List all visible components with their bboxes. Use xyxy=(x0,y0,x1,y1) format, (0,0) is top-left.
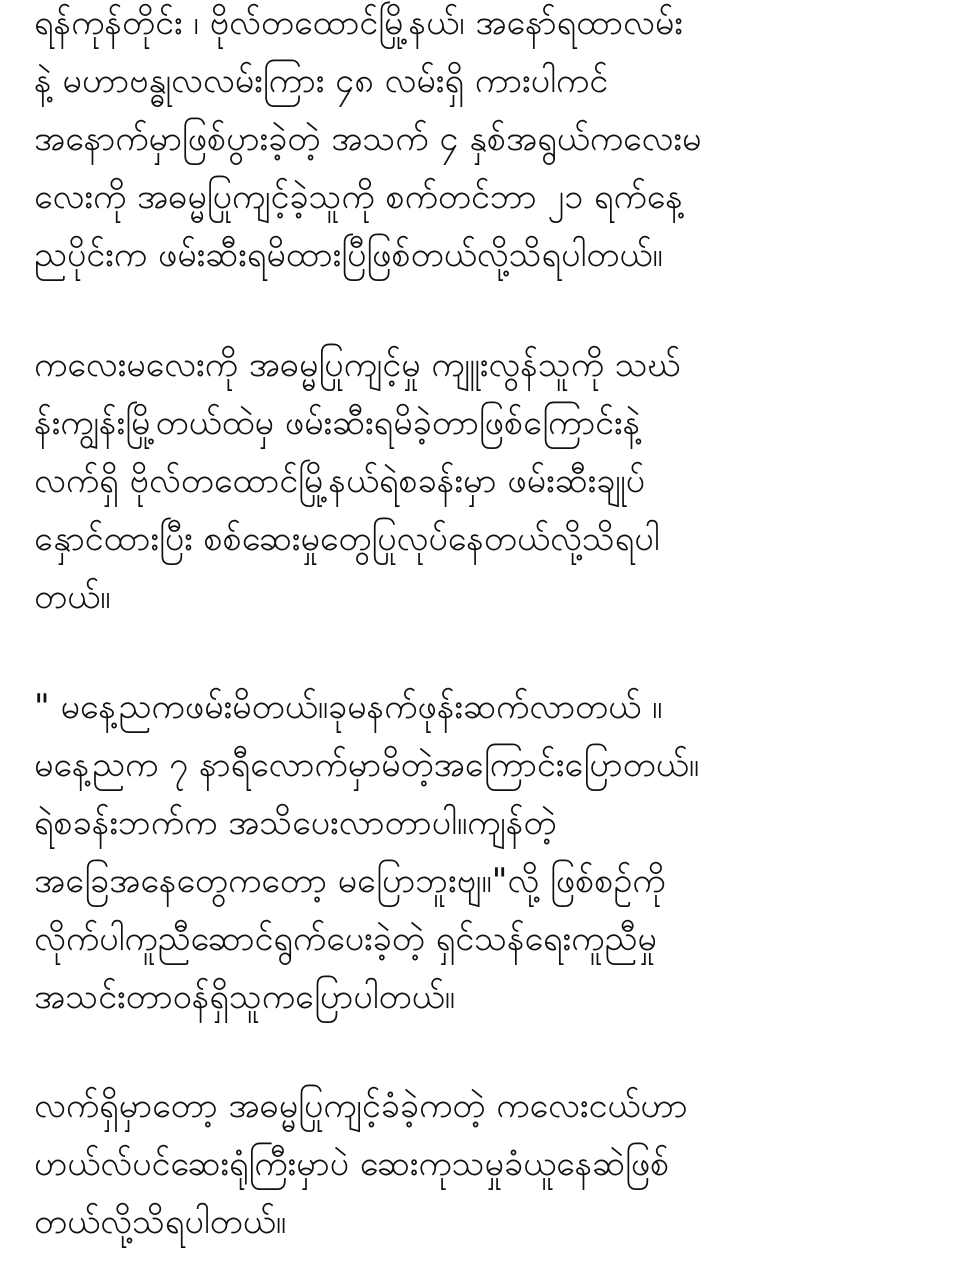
text-line: ညပိုင်းက ဖမ်းဆီးရမိထားပြီဖြစ်တယ်လို့သိရပါတယ်။ xyxy=(34,235,663,275)
text-line: ရန်ကုန်တိုင်း ၊ ဗိုလ်တထောင်မြို့နယ်၊ အနော်ရထာလမ်း xyxy=(34,3,683,43)
text-line: အခြေအနေတွေကတော့ မပြောဘူးဗျ။"လို့ ဖြစ်စဉ်ကို xyxy=(34,861,666,901)
text-line: တယ်။ xyxy=(34,577,111,617)
text-line: တယ်လို့သိရပါတယ်။ xyxy=(34,1202,287,1242)
text-line: အသင်းတာဝန်ရှိသူကပြောပါတယ်။ xyxy=(34,977,455,1017)
paragraph-2 xyxy=(34,336,681,626)
text-line: ကလေးမလေးကို အဓမ္မပြုကျင့်မှု ကျူးလွန်သူကို သဃ် xyxy=(34,345,681,385)
text-line: လက်ရှိမှာတော့ အဓမ္မပြုကျင့်ခံခဲ့ကတဲ့ ကလေးငယ်ဟာ xyxy=(34,1086,688,1126)
text-line: န်းကျွန်းမြို့တယ်ထဲမှ ဖမ်းဆီးရမိခဲ့တာဖြစ်ကြောင်းနဲ့ xyxy=(34,403,641,443)
paragraph-1 xyxy=(34,0,701,284)
text-line: လိုက်ပါကူညီဆောင်ရွက်ပေးခဲ့တဲ့ ရှင်သန်ရေးကူညီမှု xyxy=(34,919,657,959)
text-line: ရဲစခန်းဘက်က အသိပေးလာတာပါ။ကျန်တဲ့ xyxy=(34,803,557,843)
text-line: နဲ့ မဟာဗန္ဓုလလမ်းကြား ၄၈ လမ်းရှိ ကားပါကင် xyxy=(34,61,609,101)
text-line: ဟယ်လ်ပင်ဆေးရုံကြီးမှာပဲ ဆေးကုသမှုခံယူနေဆဲဖြစ် xyxy=(34,1144,670,1184)
text-line: လေးကို အဓမ္မပြုကျင့်ခဲ့သူကို စက်တင်ဘာ ၂၁ ရက်နေ့ xyxy=(34,177,683,217)
news-article xyxy=(34,0,944,1280)
text-line: လက်ရှိ ဗိုလ်တထောင်မြို့နယ်ရဲစခန်းမှာ ဖမ်းဆီးချုပ် xyxy=(34,461,646,501)
paragraph-3-quote xyxy=(34,678,699,1026)
text-line: " မနေ့ညကဖမ်းမိတယ်။ခုမနက်ဖုန်းဆက်လာတယ် ။ xyxy=(34,687,663,727)
text-line: မနေ့ညက ၇ နာရီလောက်မှာမိတဲ့အကြောင်းပြောတယ်။ xyxy=(34,745,699,785)
paragraph-4 xyxy=(34,1077,688,1251)
text-line: နှောင်ထားပြီး စစ်ဆေးမှုတွေပြုလုပ်နေတယ်လို့သိရပါ xyxy=(34,519,660,559)
text-line: အနောက်မှာဖြစ်ပွားခဲ့တဲ့ အသက် ၄ နှစ်အရွယ်ကလေးမ xyxy=(34,119,702,159)
